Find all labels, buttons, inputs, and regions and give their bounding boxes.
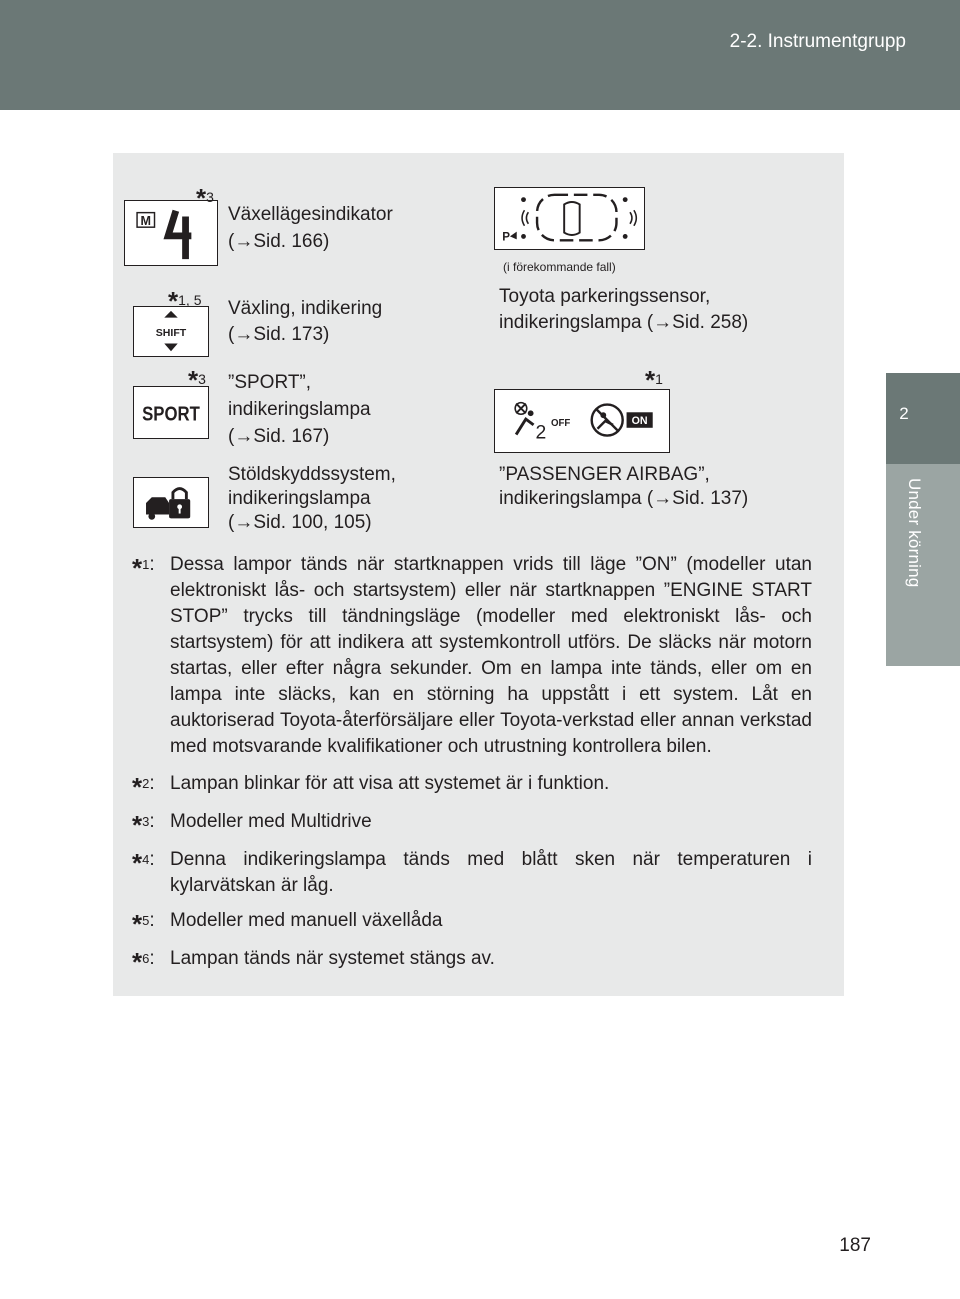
section-title: 2-2. Instrumentgrupp (729, 31, 906, 52)
footnote-2: *$^2$: Lampan blinkar för att visa att systemet är i funktion. (132, 772, 610, 802)
page-reference: (→Sid. 173) (228, 324, 330, 345)
footnote-text: Modeller med Multidrive (170, 811, 372, 832)
footnote-text: Lampan blinkar för att visa att systemet är i funktion. (170, 773, 610, 794)
footnote-5: *$^5$: Modeller med manuell växellåda (132, 909, 443, 939)
page-reference: (→Sid. 167) (228, 426, 330, 447)
page-reference: (→Sid. 166) (228, 231, 330, 252)
indicator-label: Växellägesindikator (228, 204, 393, 225)
indicator-label: Växling, indikering (228, 298, 383, 319)
indicator-label: indikeringslampa (228, 399, 371, 420)
footnote-mark: *1, 5 (168, 286, 202, 316)
page-number: 187 (839, 1235, 871, 1256)
footnote-3: *$^3$: Modeller med Multidrive (132, 810, 372, 840)
page-reference: indikeringslampa (→Sid. 258) (499, 312, 749, 333)
svg-text:SPORT: SPORT (142, 403, 201, 426)
footnote-4: *$^4$: Denna indikeringslampa tänds med blått sken när temperaturen i kylarvätskan är låg. (132, 848, 812, 896)
airbag-on-label: ON (631, 414, 648, 427)
indicator-label: Toyota parkeringssensor, (499, 286, 711, 307)
availability-note: (i förekommande fall) (503, 260, 616, 274)
airbag-off-label: OFF (551, 417, 571, 429)
chapter-label: Under körning (905, 478, 924, 588)
indicator-label: indikeringslampa (228, 488, 371, 509)
footnote-6: *$^6$: Lampan tänds när systemet stängs av. (132, 947, 495, 977)
footnote-1: *$^1$: Dessa lampor tänds när startknappen vrids till läge ”ON” (modeller utan elektroniskt lås- och startsystem) eller när startknappen ”ENGINE START STOP” trycks till tändningsläge (modeller med elektroniskt lås- och startsystem) för att indikera att systemkontroll utförs. De släcks när motorn startas, eller efter några sekunder. Om en lampa inte tänds, eller om en lampa inte släcks, kan en störning ha uppstått i ett system. Låt en auktoriserad Toyota-återförsäljare eller Toyota-verkstad eller annan verkstad med motsvarande kvalifikationer och utrustning kontrollera bilen. (132, 553, 812, 757)
indicator-label: ”SPORT”, (228, 372, 312, 393)
svg-text:SHIFT: SHIFT (155, 326, 187, 339)
passenger-airbag-icon (494, 389, 670, 453)
footnote-mark: *1 (645, 365, 663, 395)
svg-text:P: P (502, 230, 510, 244)
svg-text:2: 2 (535, 421, 547, 444)
footnote-mark: *3 (196, 183, 214, 213)
page-header (0, 0, 960, 110)
footnote-text: Modeller med manuell växellåda (170, 910, 443, 931)
svg-text:M: M (140, 213, 152, 228)
page-reference: indikeringslampa (→Sid. 137) (499, 488, 749, 509)
indicator-label: Stöldskyddssystem, (228, 464, 396, 485)
page-reference: (→Sid. 100, 105) (228, 512, 372, 533)
footnote-text: Denna indikeringslampa tänds med blått sken när temperaturen i kylarvätskan är låg. (170, 849, 812, 896)
parking-sensor-icon (494, 187, 645, 250)
footnote-text: Dessa lampor tänds när startknappen vrids till läge ”ON” (modeller utan elektroniskt lås- och startsystem) eller när startknappen ”ENGINE START STOP” trycks till tändningsläge (modeller med elektroniskt lås- och startsystem) för att indikera att systemkontroll utförs. De släcks när motorn startas, eller efter några sekunder. Om en lampa inte tänds, eller om en lampa inte släcks, kan en störning ha uppstått i ett system. Låt en auktoriserad Toyota-återförsäljare eller Toyota-verkstad eller annan verkstad med motsvarande kvalifikationer och utrustning kontrollera bilen. (170, 554, 812, 757)
chapter-number: 2 (899, 404, 909, 423)
indicator-label: ”PASSENGER AIRBAG”, (499, 464, 710, 485)
footnote-text: Lampan tänds när systemet stängs av. (170, 948, 495, 969)
security-lock-icon (133, 477, 209, 528)
footnote-mark: *3 (188, 365, 206, 395)
